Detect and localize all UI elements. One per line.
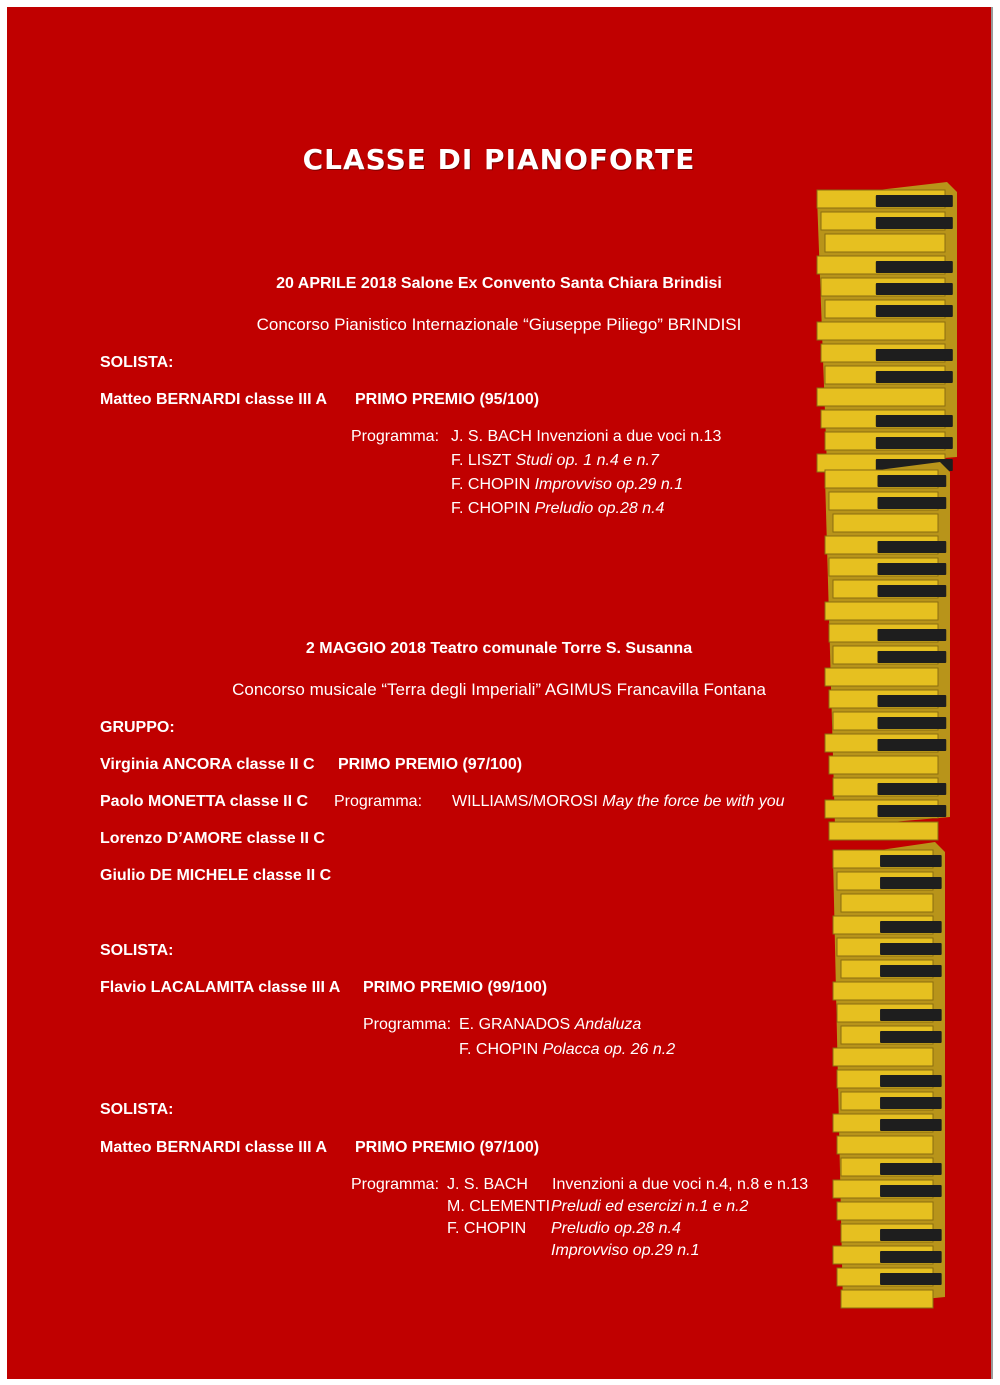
black-key: [880, 965, 942, 977]
group-member: Paolo MONETTA classe II C: [100, 793, 309, 810]
black-key: [876, 415, 953, 427]
black-key: [880, 1009, 942, 1021]
yellow-key: [841, 1290, 933, 1308]
black-key: [880, 855, 942, 867]
black-key: [878, 585, 947, 597]
program-item: F. CHOPIN Preludio op.28 n.4: [451, 500, 665, 517]
solo2-category: SOLISTA:: [100, 1101, 174, 1118]
event1-contest: Concorso Pianistico Internazionale “Giuseppe Piliego” BRINDISI: [256, 315, 742, 334]
program-work: Invenzioni a due voci n.4, n.8 e n.13: [552, 1176, 809, 1193]
event1-performer: Matteo BERNARDI classe III A: [100, 391, 328, 408]
yellow-key: [817, 388, 945, 406]
black-key: [878, 475, 947, 487]
yellow-key: [837, 1202, 933, 1220]
solo1-program-label: Programma:: [363, 1016, 452, 1033]
event2-heading: 2 MAGGIO 2018 Teatro comunale Torre S. Susanna: [305, 640, 693, 657]
program-work: Preludio op.28 n.4: [551, 1220, 681, 1237]
black-key: [880, 1097, 942, 1109]
yellow-key: [837, 1136, 933, 1154]
black-key: [880, 943, 942, 955]
event2-group-prize: PRIMO PREMIO (97/100): [338, 756, 523, 773]
yellow-key: [825, 602, 938, 620]
black-key: [876, 371, 953, 383]
event2-group-category: GRUPPO:: [100, 719, 175, 736]
event1-prize: PRIMO PREMIO (95/100): [355, 391, 540, 408]
program-composer: M. CLEMENTI: [447, 1198, 551, 1215]
group-member: Virginia ANCORA classe II C: [100, 756, 315, 773]
black-key: [876, 437, 953, 449]
yellow-key: [833, 514, 938, 532]
group-member: Lorenzo D’AMORE classe II C: [100, 830, 325, 847]
program-item: E. GRANADOS Andaluza: [459, 1016, 642, 1033]
event1-category: SOLISTA:: [100, 354, 174, 371]
yellow-key: [833, 1048, 933, 1066]
black-key: [880, 1229, 942, 1241]
group-member: Giulio DE MICHELE classe II C: [100, 867, 332, 884]
black-key: [878, 717, 947, 729]
page-title: CLASSE DI PIANOFORTE: [302, 143, 696, 176]
program-work: Preludi ed esercizi n.1 e n.2: [551, 1198, 749, 1215]
event1-heading: 20 APRILE 2018 Salone Ex Convento Santa Chiara Brindisi: [276, 275, 722, 292]
solo2-prize: PRIMO PREMIO (97/100): [355, 1139, 540, 1156]
black-key: [880, 1185, 942, 1197]
solo1-category: SOLISTA:: [100, 942, 174, 959]
program-item: J. S. BACH Invenzioni a due voci n.13: [451, 428, 722, 445]
solo2-program-label: Programma:: [351, 1176, 440, 1193]
program-composer: J. S. BACH: [447, 1176, 528, 1193]
solo1-prize: PRIMO PREMIO (99/100): [363, 979, 548, 996]
black-key: [880, 921, 942, 933]
black-key: [876, 349, 953, 361]
black-key: [880, 877, 942, 889]
solo1-performer: Flavio LACALAMITA classe III A: [100, 979, 341, 996]
black-key: [880, 1163, 942, 1175]
program-item: F. LISZT Studi op. 1 n.4 e n.7: [451, 452, 659, 469]
program-composer: F. CHOPIN: [447, 1220, 527, 1237]
document-page: [7, 7, 993, 1379]
black-key: [876, 195, 953, 207]
black-key: [876, 261, 953, 273]
event2-contest: Concorso musicale “Terra degli Imperiali” AGIMUS Francavilla Fontana: [232, 680, 766, 699]
yellow-key: [829, 822, 938, 840]
black-key: [880, 1251, 942, 1263]
black-key: [880, 1273, 942, 1285]
event2-group-program-label: Programma:: [334, 793, 423, 810]
program-work: Improvviso op.29 n.1: [551, 1242, 700, 1259]
black-key: [878, 497, 947, 509]
yellow-key: [825, 234, 945, 252]
solo2-performer: Matteo BERNARDI classe III A: [100, 1139, 328, 1156]
black-key: [880, 1075, 942, 1087]
yellow-key: [829, 756, 938, 774]
program-item: F. CHOPIN Polacca op. 26 n.2: [459, 1041, 676, 1058]
black-key: [878, 805, 947, 817]
black-key: [878, 783, 947, 795]
black-key: [880, 1031, 942, 1043]
black-key: [876, 217, 953, 229]
program-item: F. CHOPIN Improvviso op.29 n.1: [451, 476, 684, 493]
yellow-key: [841, 894, 933, 912]
black-key: [878, 563, 947, 575]
program-item: WILLIAMS/MOROSI May the force be with you: [452, 793, 785, 810]
event1-program-label: Programma:: [351, 428, 440, 445]
yellow-key: [833, 982, 933, 1000]
black-key: [878, 541, 947, 553]
black-key: [878, 739, 947, 751]
black-key: [880, 1119, 942, 1131]
